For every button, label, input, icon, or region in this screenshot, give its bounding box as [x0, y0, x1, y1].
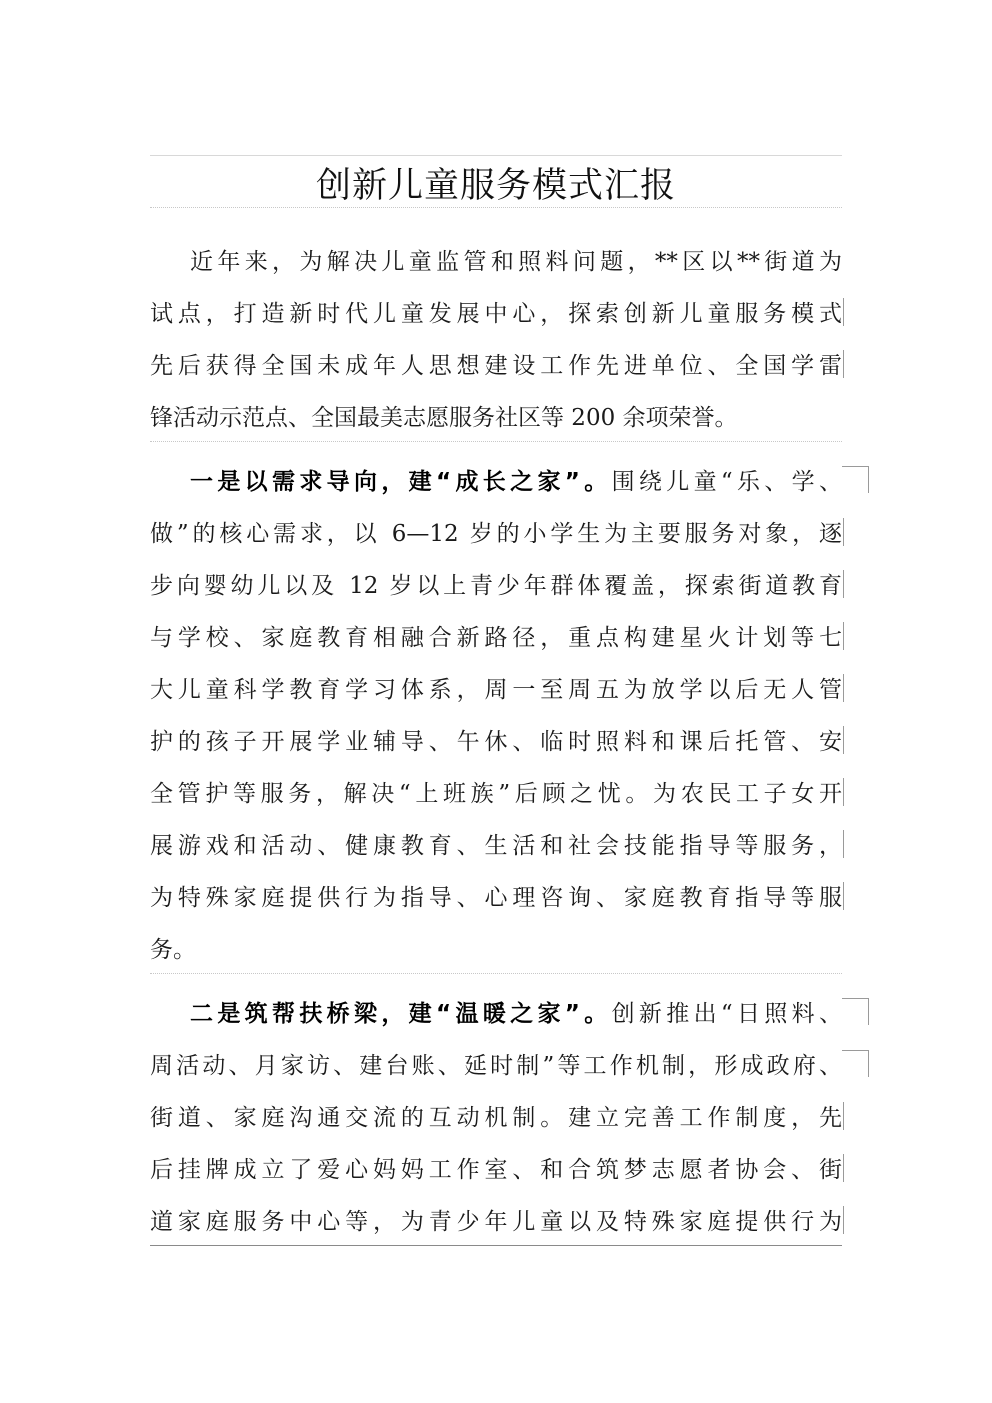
paragraph-3-line-5: 道家庭服务中心等，为青少年儿童以及特殊家庭提供行为 [150, 1209, 842, 1235]
paragraph-3-line-4: 后挂牌成立了爱心妈妈工作室、和合筑梦志愿者协会、街 [150, 1157, 842, 1183]
line-end-marker [843, 1102, 844, 1130]
line-overflow-corner [842, 466, 869, 493]
line-end-marker [843, 778, 844, 806]
document-title: 创新儿童服务模式汇报 [315, 166, 676, 206]
paragraph-3-line-3: 街道、家庭沟通交流的互动机制。建立完善工作制度，先 [150, 1105, 842, 1131]
line-end-marker [843, 1206, 844, 1234]
line-overflow-corner [842, 1050, 869, 1077]
line-end-marker [843, 570, 844, 598]
paragraph-2-line-10: 务。 [150, 937, 196, 963]
line-end-marker [843, 518, 844, 546]
paragraph-2-line-6: 护的孩子开展学业辅导、午休、临时照料和课后托管、安 [150, 729, 842, 755]
line-end-marker [843, 674, 844, 702]
paragraph-2-line-8: 展游戏和活动、健康教育、生活和社会技能指导等服务， [150, 833, 842, 859]
paragraph-2-bottom-rule [150, 973, 842, 974]
line-end-marker [843, 830, 844, 858]
line-end-marker [843, 882, 844, 910]
paragraph-2-line-2: 做”的核心需求，以 6—12 岁的小学生为主要服务对象，逐 [150, 521, 842, 547]
page-bottom-rule [150, 1245, 842, 1246]
line-end-marker [843, 350, 844, 378]
line-overflow-corner [842, 998, 869, 1025]
paragraph-2-line-7: 全管护等服务，解决“上班族”后顾之忧。为农民工子女开 [150, 781, 842, 807]
paragraph-3-lead: 二是筑帮扶桥梁，建“温暖之家”。 [190, 1001, 612, 1027]
paragraph-2-lead: 一是以需求导向，建“成长之家”。 [190, 469, 612, 495]
paragraph-3-first-rest: 创新推出“日照料、 [611, 1001, 842, 1027]
paragraph-2-first-rest: 围绕儿童“乐、学、 [611, 469, 842, 495]
paragraph-1-line-2: 试点，打造新时代儿童发展中心，探索创新儿童服务模式 [150, 301, 842, 327]
paragraph-3-line-2: 周活动、月家访、建台账、延时制”等工作机制，形成政府、 [150, 1053, 842, 1079]
title-top-rule [150, 155, 842, 156]
title-bottom-rule [150, 207, 842, 208]
paragraph-2-line-1 [190, 456, 842, 508]
paragraph-1-line-1: 近年来，为解决儿童监管和照料问题，**区以**街道为 [190, 249, 842, 275]
paragraph-2-line-9: 为特殊家庭提供行为指导、心理咨询、家庭教育指导等服 [150, 885, 842, 911]
line-end-marker [843, 298, 844, 326]
paragraph-2-line-5: 大儿童科学教育学习体系，周一至周五为放学以后无人管 [150, 677, 842, 703]
paragraph-1-line-4: 锋活动示范点、全国最美志愿服务社区等 200 余项荣誉。 [150, 405, 738, 431]
paragraph-1-bottom-rule [150, 441, 842, 442]
line-end-marker [843, 726, 844, 754]
paragraph-3-line-1 [190, 988, 842, 1040]
paragraph-2-line-4: 与学校、家庭教育相融合新路径，重点构建星火计划等七 [150, 625, 842, 651]
line-end-marker [843, 1154, 844, 1182]
paragraph-1-line-3: 先后获得全国未成年人思想建设工作先进单位、全国学雷 [150, 353, 842, 379]
paragraph-2-line-3: 步向婴幼儿以及 12 岁以上青少年群体覆盖，探索街道教育 [150, 573, 842, 599]
line-end-marker [843, 622, 844, 650]
